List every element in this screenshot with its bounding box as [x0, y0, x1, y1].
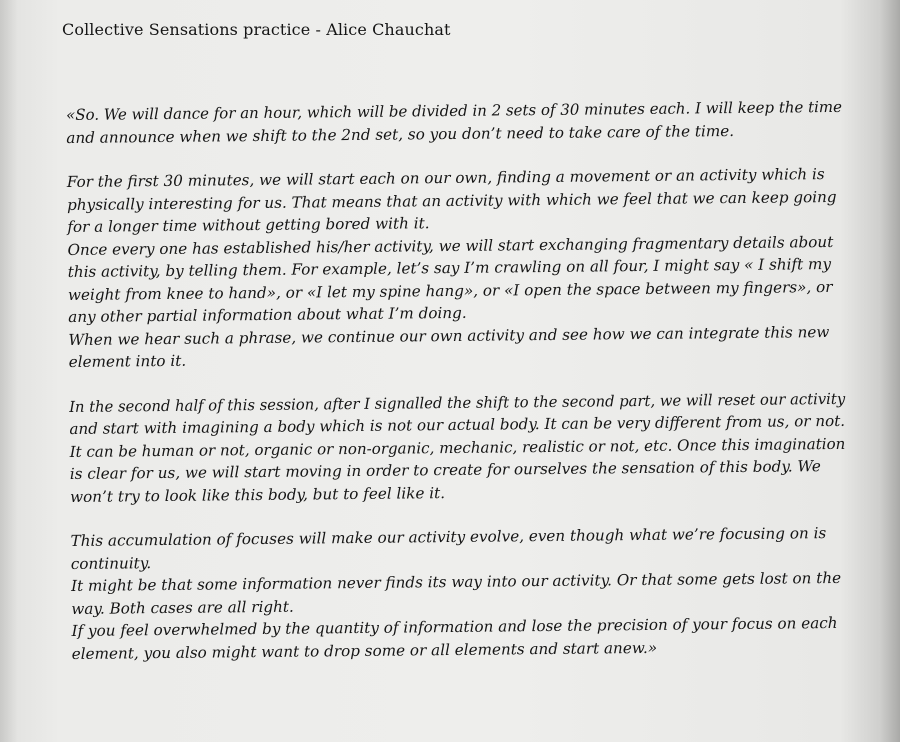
paragraph: [70, 522, 847, 665]
text-line: weight from knee to hand», or «I let my spine hang», or «I open the space between my fingers», or: [67, 277, 833, 304]
text-line: It might be that some information never finds its way into our activity. Or that some gets lost on the: [70, 568, 842, 595]
page-header-title: Collective Sensations practice - Alice Chauchat: [62, 20, 451, 39]
text-line: «So. We will dance for an hour, which will be divided in 2 sets of 30 minutes each. I will keep the time: [66, 97, 843, 124]
text-line: It can be human or not, organic or non-organic, mechanic, realistic or not, etc. Once this imagination: [69, 434, 846, 461]
document-body: [66, 96, 848, 687]
text-line: element into it.: [68, 351, 187, 371]
text-line: is clear for us, we will start moving in order to create for ourselves the sensation of this body. We: [69, 457, 821, 483]
text-line: physically interesting for us. That means that an activity with which we feel that we can keep going: [66, 187, 837, 214]
text-line: continuity.: [70, 553, 152, 573]
text-line: This accumulation of focuses will make our activity evolve, even though what we’re focusing on is: [70, 524, 827, 550]
text-line: and start with imagining a body which is not our actual body. It can be very different from us, or not.: [69, 411, 846, 438]
paragraph: [67, 163, 845, 374]
text-line: element, you also might want to drop some or all elements and start anew.»: [71, 638, 658, 663]
text-line: won’t try to look like this body, but to feel like it.: [70, 483, 446, 506]
paragraph: [69, 387, 846, 508]
text-line: For the first 30 minutes, we will start each on our own, finding a movement or an activity which is: [66, 165, 825, 191]
paragraph: [66, 96, 842, 149]
text-line: Once every one has established his/her activity, we will start exchanging fragmentary details about: [67, 232, 834, 259]
text-line: way. Both cases are all right.: [71, 597, 294, 618]
text-line: When we hear such a phrase, we continue our own activity and see how we can integrate this new: [68, 322, 830, 349]
text-line: any other partial information about what I’m doing.: [68, 303, 467, 326]
text-line: If you feel overwhelmed by the quantity of information and lose the precision of your focus on each: [71, 613, 838, 640]
text-line: this activity, by telling them. For example, let’s say I’m crawling on all four, I might say « I shift my: [67, 254, 832, 281]
text-line: and announce when we shift to the 2nd set, so you don’t need to take care of the time.: [66, 121, 735, 147]
text-line: In the second half of this session, after I signalled the shift to the second part, we will reset our activity: [69, 389, 846, 416]
text-line: for a longer time without getting bored with it.: [67, 214, 430, 236]
